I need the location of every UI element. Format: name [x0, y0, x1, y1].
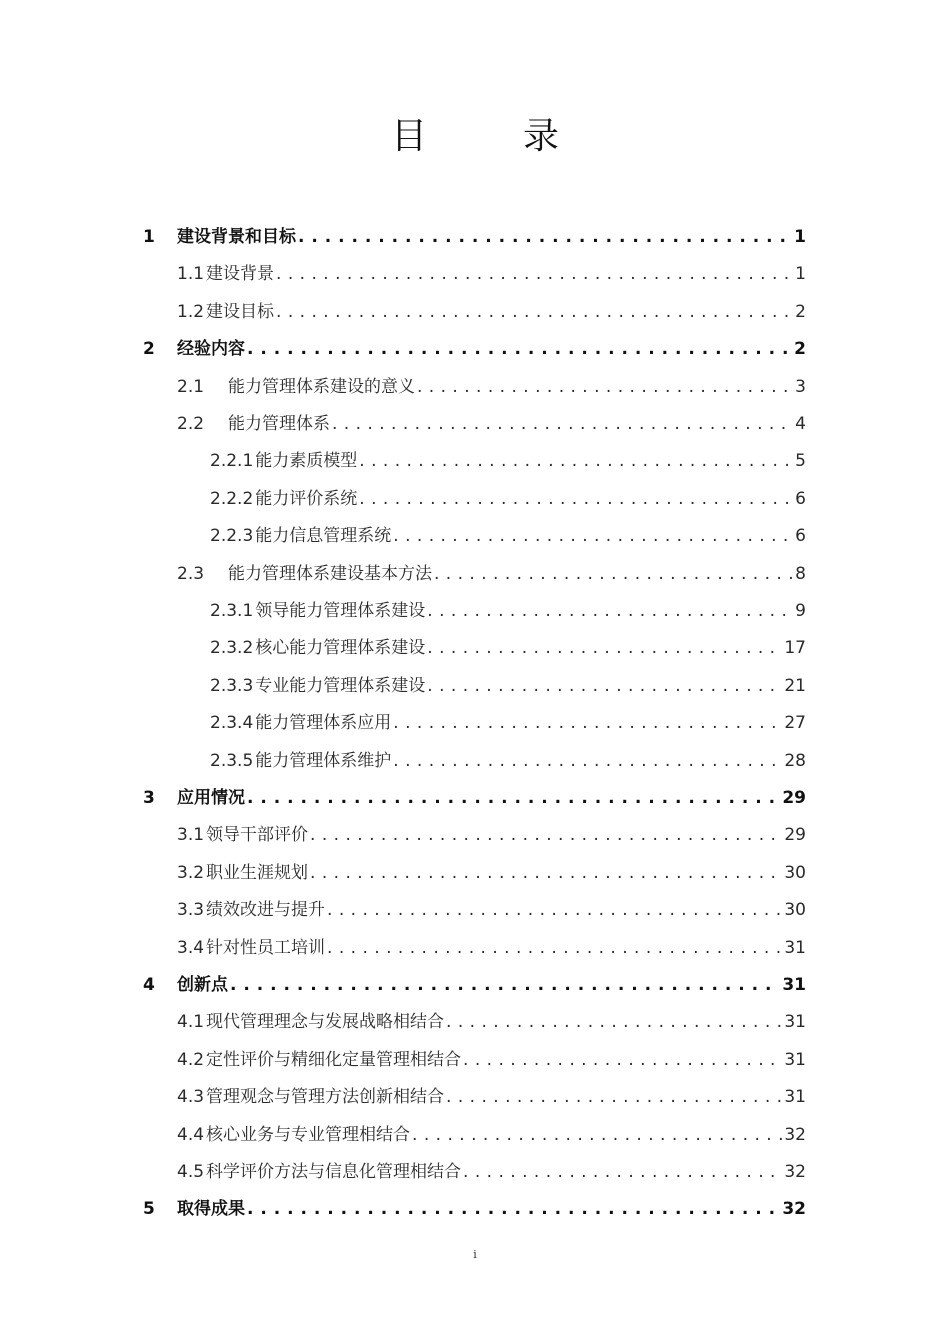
toc-entry-page: 3: [795, 376, 806, 397]
toc-entry-page: 31: [784, 937, 806, 958]
toc-entry-title: 应用情况: [177, 788, 245, 808]
toc-entry-page: 9: [795, 601, 806, 621]
toc-entry-page: 8: [795, 563, 806, 584]
toc-entry[interactable]: [177, 929, 806, 959]
toc-entry-number: 2.3.5: [210, 750, 254, 771]
toc-entry-title: 专业能力管理体系建设: [255, 675, 426, 696]
toc-entry[interactable]: [177, 1078, 806, 1108]
toc-entry-page: 6: [795, 526, 806, 547]
toc-entry[interactable]: [177, 1041, 806, 1071]
toc-leader-dots: [310, 862, 782, 884]
toc-entry[interactable]: [143, 1190, 806, 1220]
toc-entry-number: 4.4: [177, 1124, 205, 1145]
toc-entry[interactable]: [177, 854, 806, 884]
toc-entry-title: 能力评价系统: [255, 488, 358, 509]
toc-entry-page: 32: [784, 1124, 806, 1145]
toc-entry-title: 取得成果: [177, 1199, 245, 1220]
toc-entry-page: 2: [795, 301, 806, 322]
toc-entry-number: 2: [143, 339, 155, 360]
toc-entry-title: 建设背景和目标: [177, 227, 296, 247]
toc-entry-number: 2.3.4: [210, 713, 254, 734]
toc-entry[interactable]: [177, 255, 806, 285]
toc-entry-title: 能力信息管理系统: [255, 526, 392, 547]
toc-entry-number: 2.1: [177, 376, 205, 397]
toc-entry-page: 1: [795, 264, 806, 285]
toc-entry[interactable]: [143, 330, 806, 360]
toc-entry-page: 29: [784, 825, 806, 846]
toc-entry-title: 能力素质模型: [255, 451, 358, 472]
toc-entry-title: 针对性员工培训: [206, 937, 326, 958]
toc-entry[interactable]: [177, 891, 806, 921]
toc-entry-number: 4.1: [177, 1012, 205, 1033]
toc-entry-number: 3.3: [177, 900, 205, 921]
toc-leader-dots: [393, 525, 792, 547]
toc-entry-number: 2.3.3: [210, 675, 254, 696]
toc-entry-number: 2.2: [177, 414, 205, 434]
toc-leader-dots: [276, 263, 792, 285]
toc-entry-page: 30: [784, 862, 806, 883]
toc-entry-title: 创新点: [177, 975, 228, 995]
toc-entry-title: 建设目标: [206, 301, 275, 322]
toc-leader-dots: [412, 1124, 782, 1146]
toc-entry-page: 31: [782, 975, 806, 995]
toc-entry[interactable]: [210, 667, 806, 697]
toc-entry[interactable]: [143, 218, 806, 248]
toc-entry-page: 27: [784, 713, 806, 734]
toc-entry-number: 4.3: [177, 1087, 205, 1108]
toc-entry[interactable]: [177, 1116, 806, 1146]
toc-entry[interactable]: [210, 592, 806, 622]
toc-entry-title: 能力管理体系建设的意义: [228, 376, 415, 397]
toc-entry[interactable]: [177, 816, 806, 846]
toc-entry[interactable]: [210, 442, 806, 472]
toc-entry-page: 31: [784, 1049, 806, 1070]
toc-entry-number: 1.2: [177, 301, 205, 322]
toc-leader-dots: [393, 750, 782, 772]
toc-entry-title: 职业生涯规划: [206, 862, 309, 883]
toc-entry[interactable]: [177, 405, 806, 435]
toc-leader-dots: [434, 563, 792, 585]
toc-entry[interactable]: [177, 555, 806, 585]
toc-leader-dots: [427, 637, 782, 659]
toc-leader-dots: [247, 1198, 780, 1220]
toc-entry-title: 领导干部评价: [206, 825, 309, 846]
toc-entry-title: 建设背景: [206, 264, 275, 285]
toc-entry-page: 30: [784, 900, 806, 921]
toc-entry[interactable]: [177, 293, 806, 323]
toc-entry-number: 3.4: [177, 937, 205, 958]
toc-leader-dots: [393, 712, 782, 734]
toc-leader-dots: [359, 488, 792, 510]
toc-leader-dots: [446, 1011, 782, 1033]
toc-leader-dots: [230, 974, 780, 996]
toc-entry-number: 4.2: [177, 1049, 205, 1070]
toc-leader-dots: [446, 1086, 782, 1108]
toc-entry-title: 领导能力管理体系建设: [255, 601, 426, 621]
toc-leader-dots: [463, 1161, 782, 1183]
toc-entry-number: 4: [143, 975, 155, 995]
toc-entry-page: 5: [795, 451, 806, 472]
toc-leader-dots: [327, 937, 782, 959]
toc-entry[interactable]: [143, 779, 806, 809]
toc-entry-number: 2.2.2: [210, 488, 254, 509]
toc-entry-title: 核心能力管理体系建设: [255, 638, 426, 659]
toc-entry-page: 6: [795, 488, 806, 509]
toc-entry-page: 2: [794, 339, 806, 360]
toc-leader-dots: [359, 450, 792, 472]
toc-entry[interactable]: [210, 629, 806, 659]
toc-entry-page: 21: [784, 675, 806, 696]
toc-entry-title: 科学评价方法与信息化管理相结合: [206, 1162, 462, 1182]
toc-leader-dots: [463, 1049, 782, 1071]
toc-entry-number: 5: [143, 1199, 155, 1220]
toc-leader-dots: [332, 413, 792, 435]
toc-entry-title: 定性评价与精细化定量管理相结合: [206, 1049, 462, 1070]
toc-entry-title: 核心业务与专业管理相结合: [206, 1124, 411, 1145]
toc-entry-title: 能力管理体系维护: [255, 750, 392, 771]
toc-entry-number: 2.2.3: [210, 526, 254, 547]
toc-leader-dots: [417, 376, 792, 398]
toc-leader-dots: [327, 899, 782, 921]
toc-entry-number: 2.3.2: [210, 638, 254, 659]
toc-entry-title: 现代管理理念与发展战略相结合: [206, 1012, 445, 1033]
toc-entry-page: 32: [782, 1199, 806, 1220]
toc-entry-number: 1.1: [177, 264, 205, 285]
toc-entry[interactable]: [177, 368, 806, 398]
toc-leader-dots: [247, 787, 780, 809]
toc-entry-page: 31: [784, 1087, 806, 1108]
toc-entry[interactable]: [210, 517, 806, 547]
toc-entry-page: 28: [784, 750, 806, 771]
toc-entry-number: 3.1: [177, 825, 205, 846]
toc-leader-dots: [427, 600, 792, 622]
toc-entry-title: 管理观念与管理方法创新相结合: [206, 1087, 445, 1108]
toc-entry[interactable]: [177, 1153, 806, 1183]
toc-entry-number: 2.3.1: [210, 601, 254, 621]
toc-leader-dots: [427, 675, 782, 697]
toc-entry-page: 29: [782, 788, 806, 808]
toc-entry[interactable]: [210, 742, 806, 772]
toc-entry-page: 1: [794, 227, 806, 247]
toc-entry-page: 31: [784, 1012, 806, 1033]
footer-page-number: i: [473, 1248, 477, 1261]
toc-entry-number: 1: [143, 227, 155, 247]
toc-entry[interactable]: [177, 1003, 806, 1033]
toc-entry[interactable]: [210, 704, 806, 734]
toc-entry-title: 能力管理体系: [228, 414, 330, 434]
toc-entry-page: 32: [784, 1162, 806, 1182]
toc-entry-page: 4: [795, 414, 806, 434]
toc-entry-title: 能力管理体系建设基本方法: [228, 563, 432, 584]
toc-entry[interactable]: [143, 966, 806, 996]
toc-leader-dots: [247, 338, 792, 360]
toc-entry[interactable]: [210, 480, 806, 510]
toc-entry-number: 4.5: [177, 1162, 205, 1182]
toc-entry-number: 3: [143, 788, 155, 808]
toc-entry-title: 经验内容: [177, 339, 245, 360]
toc-entry-title: 能力管理体系应用: [255, 713, 392, 734]
toc-leader-dots: [310, 824, 782, 846]
toc-leader-dots: [276, 301, 792, 323]
toc-entry-number: 3.2: [177, 862, 205, 883]
toc-leader-dots: [298, 226, 792, 248]
toc-entry-title: 绩效改进与提升: [206, 900, 326, 921]
toc-entry-number: 2.2.1: [210, 451, 254, 472]
toc-entry-number: 2.3: [177, 563, 205, 584]
toc-entry-page: 17: [784, 638, 806, 659]
toc-title: 目 录: [390, 116, 589, 157]
